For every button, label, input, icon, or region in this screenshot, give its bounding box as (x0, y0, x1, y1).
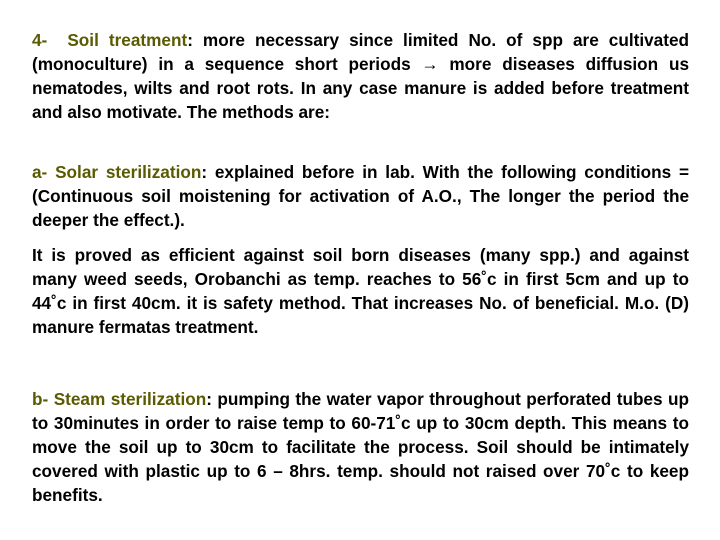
soil-treatment-text: : more necessary since limited No. of spp are cultivated (monoculture) in a sequence short periods → more diseases diffusion us nematodes, wilts and root rots. In any case manure is added before treatment and also motivate. The methods are: (32, 30, 690, 122)
soil-treatment-term: Soil treatment (67, 30, 188, 50)
steam-sterilization-term: Steam sterilization (53, 389, 207, 409)
solar-sterilization-text: : explained before in lab. With the following conditions = (Continuous soil moistening for activation of A.O., The longer the period the deeper the effect.). (32, 162, 689, 230)
soil-treatment-paragraph (32, 28, 689, 124)
efficiency-text: It is proved as efficient against soil born diseases (many spp.) and against many weed seeds, Orobanchi as temp. reaches to 56˚c in first 5cm and up to 44˚c in first 40cm. it is safety method. That increases No. of beneficial. M.o. (D) manure fermatas treatment. (32, 245, 689, 337)
steam-sterilization-paragraph (32, 387, 689, 507)
steam-sterilization-text: : pumping the water vapor throughout perforated tubes up to 30minutes in order to raise temp to 60-71˚c up to 30cm depth. This means to move the soil up to 30cm to facilitate the process. Soil should be intimately covered with plastic up to 6 – 8hrs. temp. should not raised over 70˚c to keep benefits. (32, 389, 689, 505)
efficiency-paragraph (32, 243, 689, 339)
soil-treatment-marker: 4- (32, 30, 48, 50)
steam-sterilization-marker: b- (32, 389, 49, 409)
solar-sterilization-marker: a- (32, 162, 48, 182)
solar-sterilization-paragraph (32, 160, 689, 232)
solar-sterilization-term: Solar sterilization (55, 162, 202, 182)
